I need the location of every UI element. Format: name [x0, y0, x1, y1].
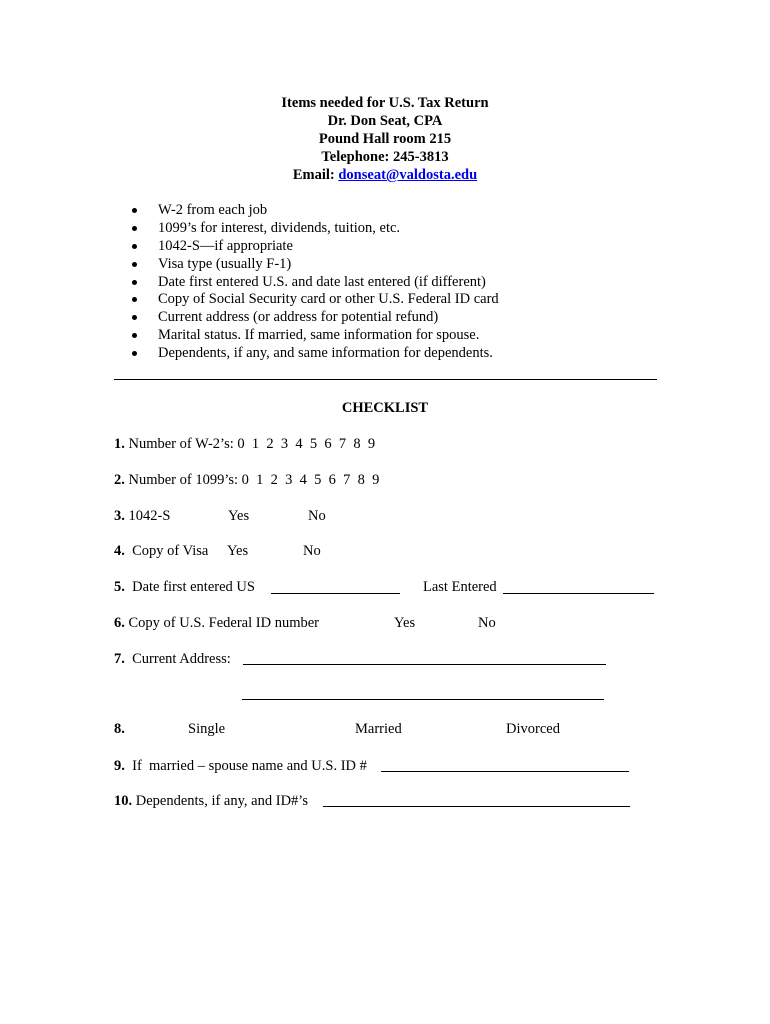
list-item-text: Dependents, if any, and same information for dependents.	[158, 345, 493, 361]
section-divider	[114, 379, 657, 380]
list-item-text: 1042-S—if appropriate	[158, 238, 293, 254]
bullet-icon	[132, 226, 137, 231]
telephone: Telephone: 245-3813	[321, 149, 449, 165]
list-item-text: Marital status. If married, same information for spouse.	[158, 327, 480, 343]
option-single[interactable]: Single	[188, 721, 226, 737]
office-location: Pound Hall room 215	[318, 131, 452, 147]
question-text: Number of 1099’s: 0 1 2 3 4 5 6 7 8 9	[124, 472, 380, 488]
list-item-text: Visa type (usually F-1)	[158, 256, 292, 272]
list-item-text: Current address (or address for potential refund)	[158, 309, 439, 325]
option-yes[interactable]: Yes	[227, 543, 249, 559]
option-divorced[interactable]: Divorced	[506, 721, 560, 737]
question-number: 1.	[114, 436, 125, 452]
question-text: Copy of U.S. Federal ID number	[124, 615, 319, 631]
question-number: 3.	[114, 508, 125, 524]
list-item-text: Date first entered U.S. and date last entered (if different)	[158, 274, 486, 290]
option-no[interactable]: No	[303, 543, 321, 559]
option-married[interactable]: Married	[355, 721, 402, 737]
question-text: If married – spouse name and U.S. ID #	[124, 758, 367, 774]
list-item-text: W-2 from each job	[158, 202, 268, 218]
address-field-line-2[interactable]	[242, 699, 604, 700]
question-1099-count	[114, 471, 379, 489]
question-number: 4.	[114, 543, 125, 559]
bullet-icon	[132, 262, 137, 267]
question-visa-copy	[114, 542, 208, 560]
question-number: 2.	[114, 472, 125, 488]
question-number: 6.	[114, 615, 125, 631]
question-federal-id	[114, 614, 319, 632]
question-number: 8.	[114, 721, 125, 737]
bullet-icon	[132, 208, 137, 213]
email-line	[0, 166, 770, 184]
bullet-icon	[132, 315, 137, 320]
question-entry-dates	[114, 578, 255, 596]
question-w2-count	[114, 435, 375, 453]
option-yes[interactable]: Yes	[394, 615, 416, 631]
bullet-icon	[132, 280, 137, 285]
list-item-text: Copy of Social Security card or other U.S. Federal ID card	[158, 291, 499, 307]
option-yes[interactable]: Yes	[228, 508, 250, 524]
last-entered-field[interactable]	[503, 593, 654, 594]
option-no[interactable]: No	[478, 615, 496, 631]
question-number: 9.	[114, 758, 125, 774]
question-text: Dependents, if any, and ID#’s	[132, 793, 308, 809]
last-entered-label: Last Entered	[423, 579, 497, 595]
question-text: 1042-S	[124, 508, 171, 524]
question-current-address	[114, 650, 231, 668]
bullet-icon	[132, 333, 137, 338]
dependents-field[interactable]	[323, 806, 630, 807]
email-label: Email:	[292, 167, 339, 183]
email-link[interactable]: donseat@valdosta.edu	[338, 167, 478, 183]
question-dependents	[114, 792, 308, 810]
question-text: Copy of Visa	[124, 543, 209, 559]
bullet-icon	[132, 351, 137, 356]
option-no[interactable]: No	[308, 508, 326, 524]
question-number: 10.	[114, 793, 133, 809]
question-spouse-info	[114, 757, 367, 775]
question-marital-status	[114, 720, 125, 738]
bullet-icon	[132, 244, 137, 249]
bullet-icon	[132, 297, 137, 302]
checklist-heading: CHECKLIST	[341, 400, 429, 416]
list-item-text: 1099’s for interest, dividends, tuition, etc.	[158, 220, 401, 236]
question-text: Date first entered US	[124, 579, 255, 595]
question-text: Number of W-2’s: 0 1 2 3 4 5 6 7 8 9	[124, 436, 376, 452]
preparer-name: Dr. Don Seat, CPA	[327, 113, 443, 129]
question-1042s	[114, 507, 170, 525]
document-title: Items needed for U.S. Tax Return	[281, 95, 489, 111]
address-field-line-1[interactable]	[243, 664, 606, 665]
question-text: Current Address:	[124, 651, 231, 667]
first-entered-field[interactable]	[271, 593, 400, 594]
spouse-field[interactable]	[381, 771, 629, 772]
question-number: 7.	[114, 651, 125, 667]
question-number: 5.	[114, 579, 125, 595]
